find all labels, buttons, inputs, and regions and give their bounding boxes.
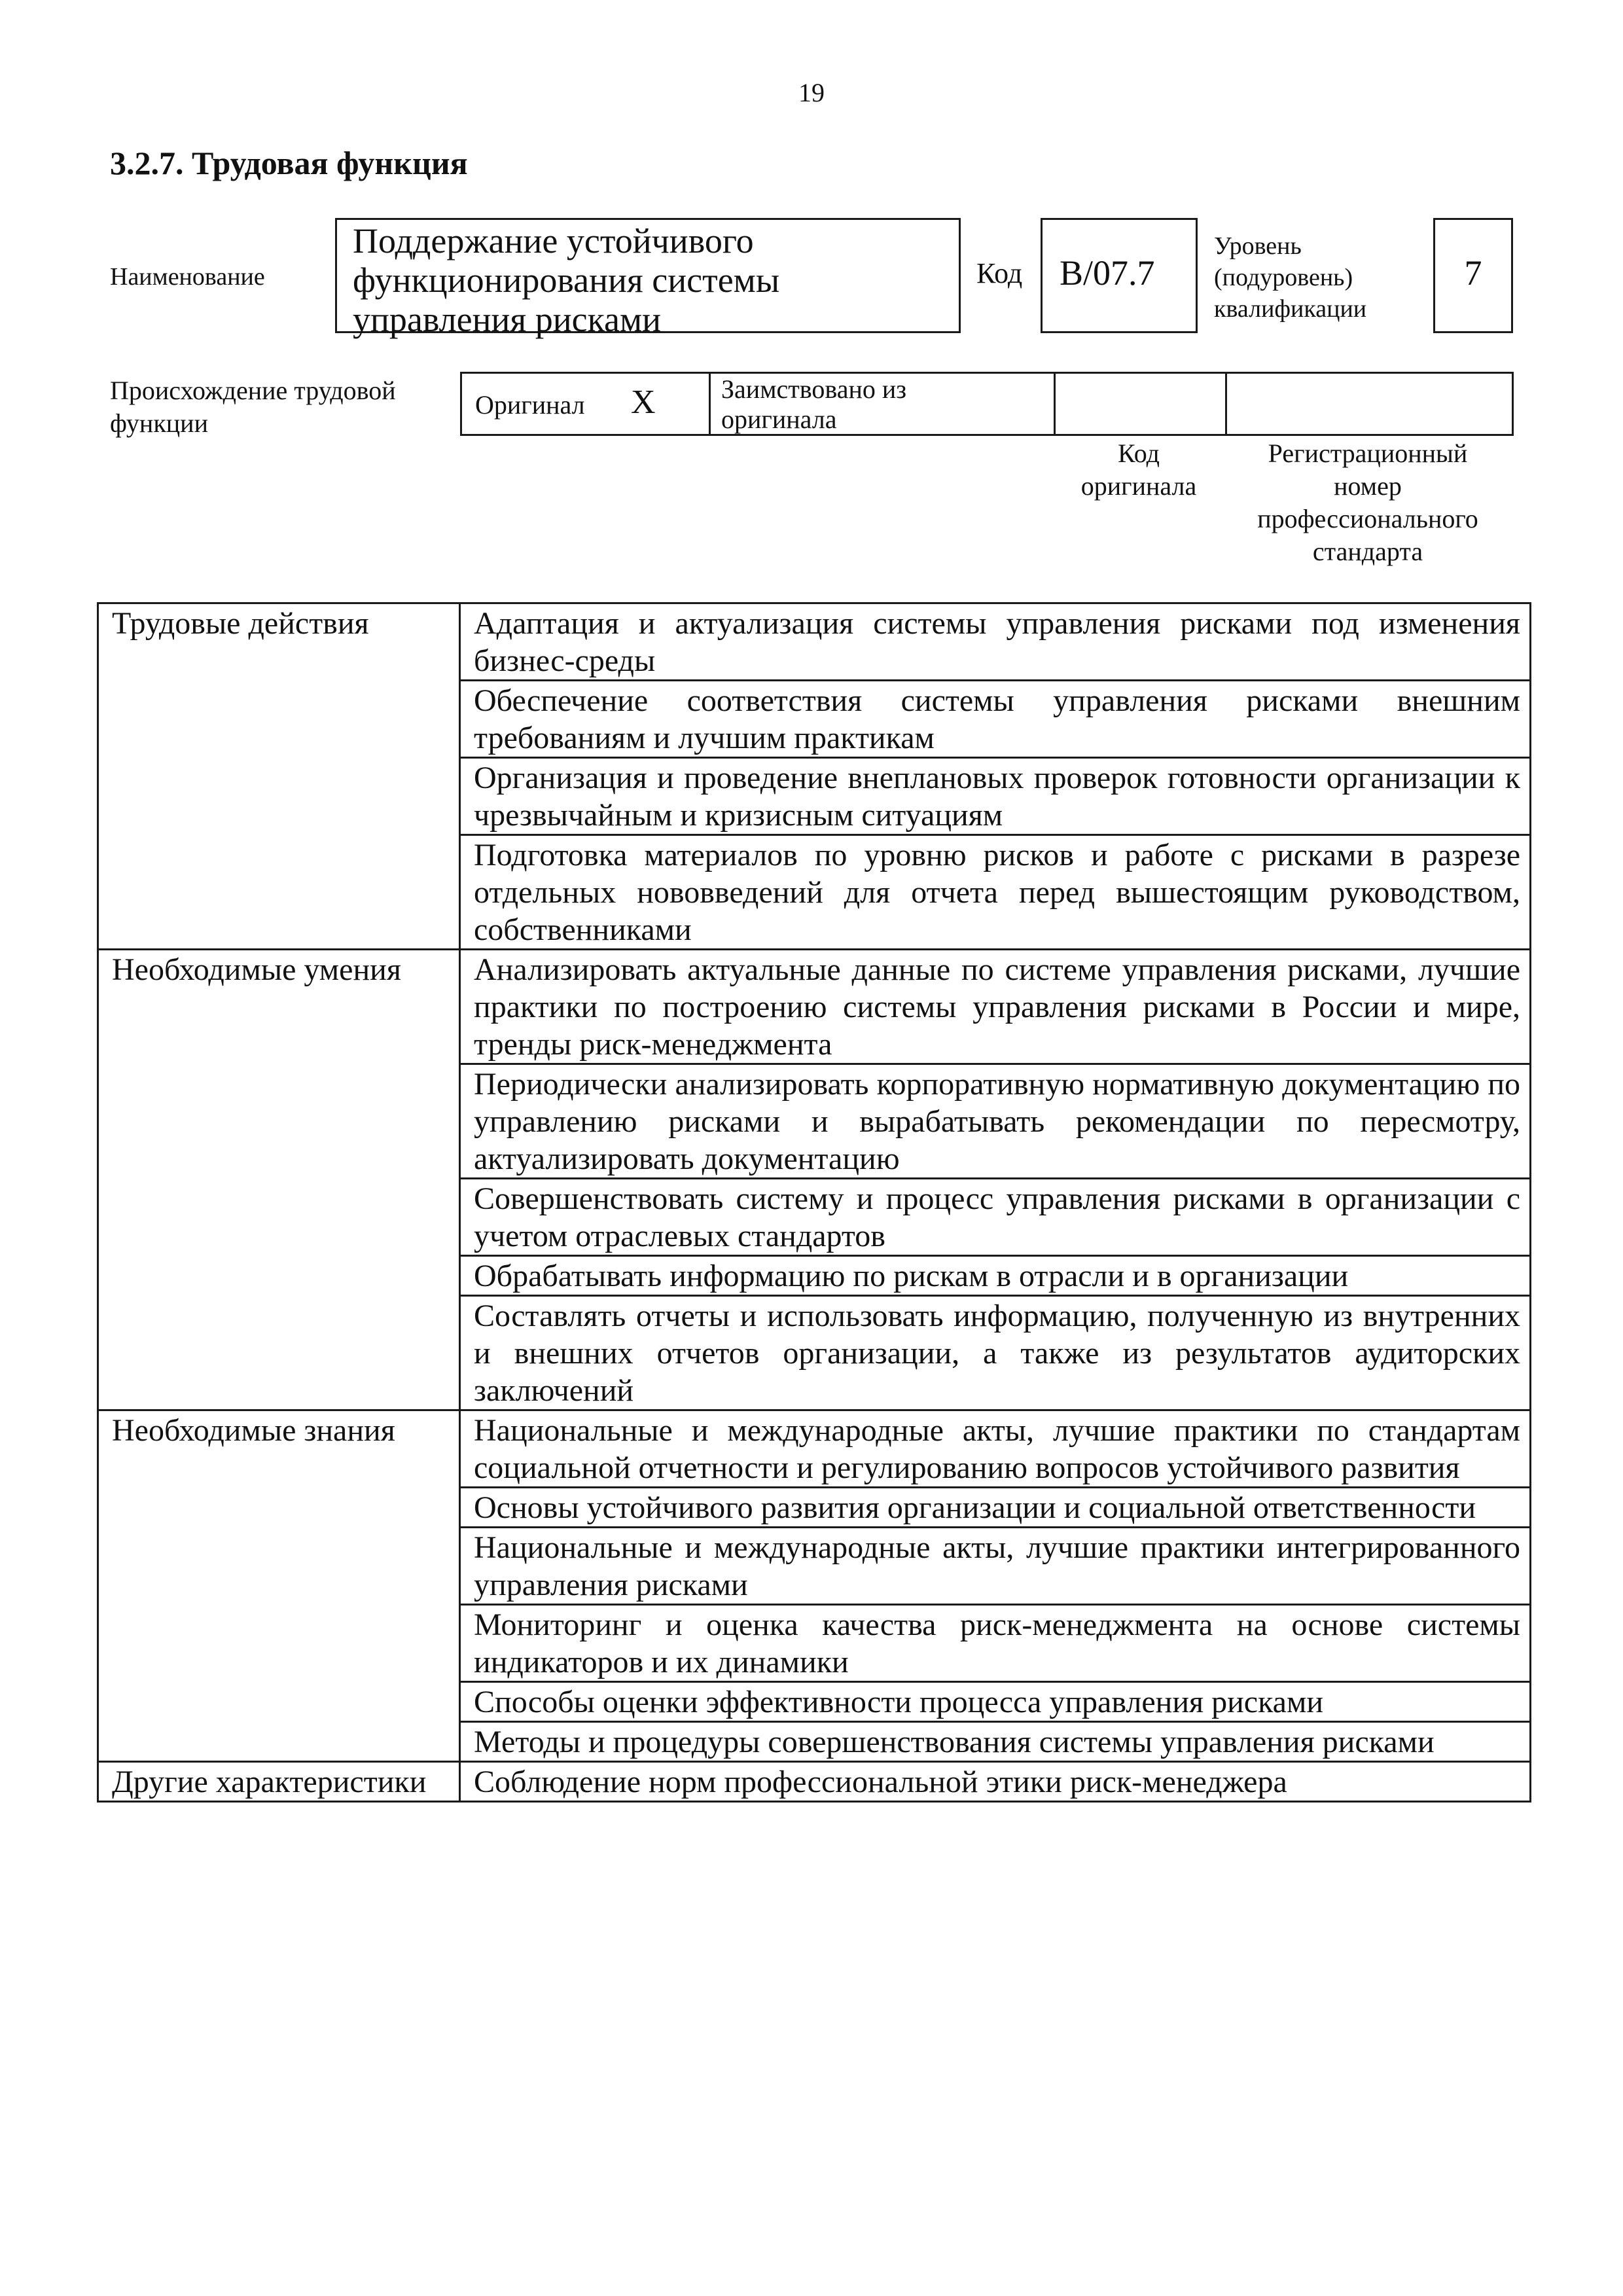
borrowed-label <box>721 374 906 435</box>
code-original-caption <box>1050 437 1227 503</box>
origin-label-line2: функции <box>110 408 208 438</box>
origin-label <box>110 374 396 440</box>
table-row <box>98 1410 1531 1488</box>
borrowed-label-line1: Заимствовано из <box>721 374 907 404</box>
origin-divider-1 <box>709 374 711 434</box>
original-mark: X <box>631 384 656 421</box>
reg-number-caption <box>1224 437 1512 568</box>
table-cell: Соблюдение норм профессиональной этики риск-менеджера <box>460 1762 1531 1802</box>
origin-table <box>460 372 1514 436</box>
reg-number-caption-line1: Регистрационный <box>1268 439 1468 468</box>
level-value-box <box>1433 218 1513 333</box>
code-label: Код <box>976 257 1023 289</box>
labour-function-table <box>97 602 1531 1803</box>
table-cell: Периодически анализировать корпоративную нормативную документацию по управлению рисками и вырабатывать рекомендации по пересмотру, актуализировать документацию <box>460 1064 1531 1179</box>
table-cell: Организация и проведение внеплановых проверок готовности организации к чрезвычайным и кризисным ситуациям <box>460 758 1531 835</box>
section-title: 3.2.7. Трудовая функция <box>110 145 468 181</box>
level-label-line3: квалификации <box>1214 295 1367 323</box>
table-cell: Методы и процедуры совершенствования системы управления рисками <box>460 1722 1531 1762</box>
category-other-label: Другие характеристики <box>98 1762 460 1802</box>
category-knowledge-label: Необходимые знания <box>98 1410 460 1762</box>
name-value: Поддержание устойчивого функционирования системы управления рисками <box>353 221 780 339</box>
name-label: Наименование <box>110 263 265 291</box>
original-label: Оригинал <box>475 390 585 420</box>
table-cell: Составлять отчеты и использовать информацию, полученную из внутренних и внешних отчетов организации, а также из результатов аудиторских заключений <box>460 1296 1531 1410</box>
level-label <box>1214 230 1366 325</box>
table-cell: Обрабатывать информацию по рискам в отрасли и в организации <box>460 1256 1531 1296</box>
category-actions-label: Трудовые действия <box>98 603 460 950</box>
table-row <box>98 603 1531 681</box>
level-label-line1: Уровень <box>1214 232 1302 260</box>
table-cell: Национальные и международные акты, лучшие практики по стандартам социальной отчетности и регулированию вопросов устойчивого развития <box>460 1410 1531 1488</box>
table-cell: Адаптация и актуализация системы управления рисками под изменения бизнес-среды <box>460 603 1531 681</box>
table-cell: Основы устойчивого развития организации и социальной ответственности <box>460 1488 1531 1528</box>
reg-number-caption-line4: стандарта <box>1312 537 1423 566</box>
level-label-line2: (подуровень) <box>1214 264 1353 291</box>
name-value-box <box>335 218 961 339</box>
code-value: B/07.7 <box>1060 253 1155 293</box>
borrowed-label-line2: оригинала <box>721 404 837 434</box>
table-cell: Способы оценки эффективности процесса управления рисками <box>460 1682 1531 1722</box>
level-value: 7 <box>1464 253 1482 293</box>
reg-number-caption-line2: номер <box>1334 471 1402 501</box>
table-cell: Обеспечение соответствия системы управления рисками внешним требованиям и лучшим практикам <box>460 681 1531 758</box>
table-cell: Мониторинг и оценка качества риск-менеджмента на основе системы индикаторов и их динамики <box>460 1605 1531 1682</box>
code-value-box <box>1041 218 1198 333</box>
table-cell: Анализировать актуальные данные по системе управления рисками, лучшие практики по построению системы управления рисками в России и мире, тренды риск-менеджмента <box>460 950 1531 1064</box>
origin-divider-3 <box>1225 374 1227 434</box>
category-skills-label: Необходимые умения <box>98 950 460 1410</box>
page-number: 19 <box>798 78 825 107</box>
reg-number-caption-line3: профессионального <box>1257 504 1478 533</box>
table-row <box>98 950 1531 1064</box>
table-cell: Национальные и международные акты, лучшие практики интегрированного управления рисками <box>460 1528 1531 1605</box>
table-cell: Совершенствовать систему и процесс управления рисками в организации с учетом отраслевых стандартов <box>460 1179 1531 1256</box>
code-original-caption-line2: оригинала <box>1080 471 1197 501</box>
origin-label-line1: Происхождение трудовой <box>110 376 396 405</box>
code-original-caption-line1: Код <box>1118 439 1160 468</box>
table-cell: Подготовка материалов по уровню рисков и работе с рисками в разрезе отдельных нововведений для отчета перед вышестоящим руководством, собственниками <box>460 835 1531 950</box>
table-row <box>98 1762 1531 1802</box>
origin-divider-2 <box>1054 374 1056 434</box>
